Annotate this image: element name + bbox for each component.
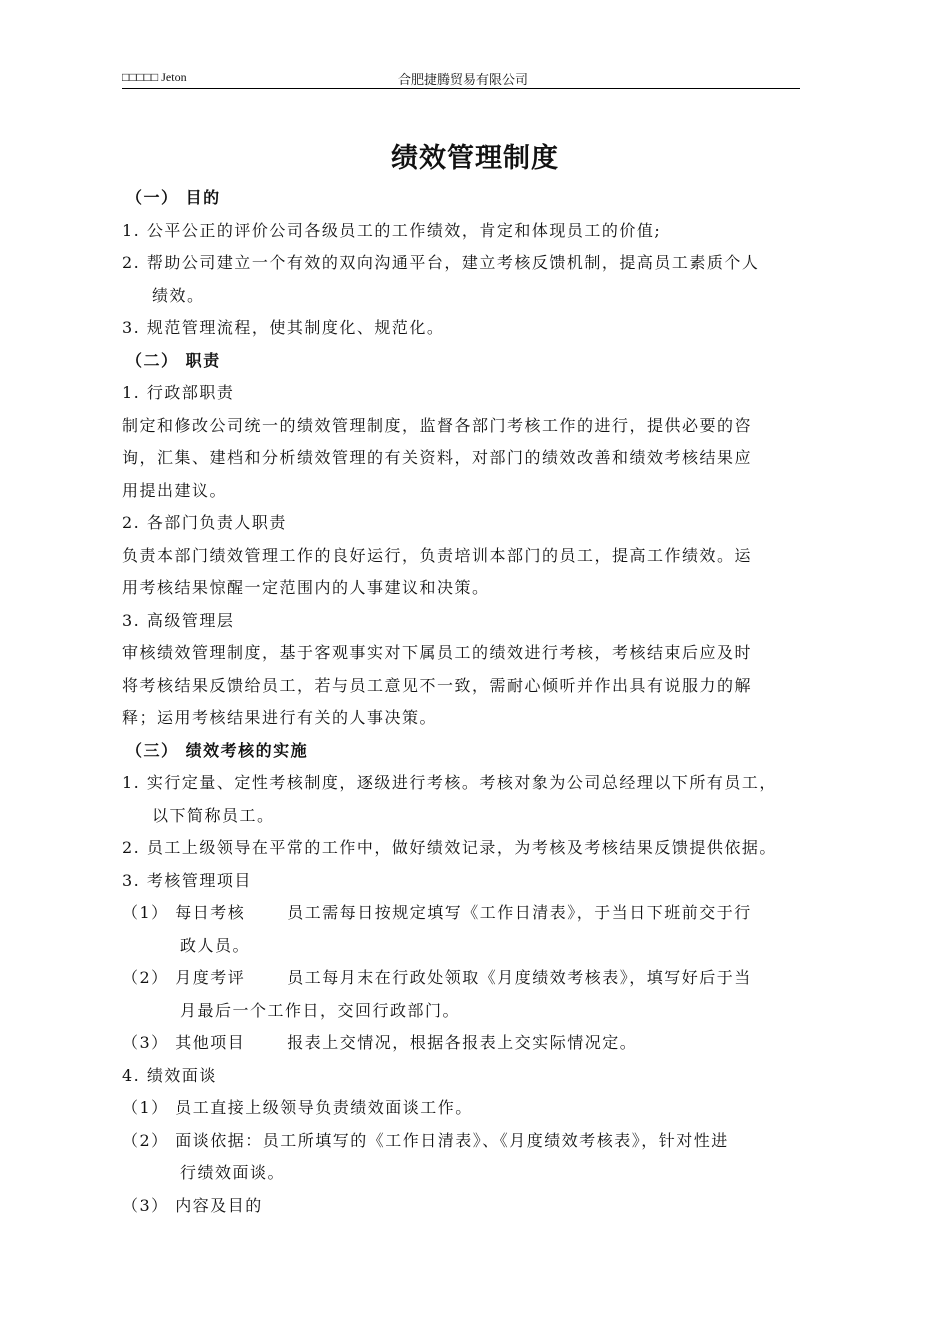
sub-item-text: 员工每月末在行政处领取《月度绩效考核表》，填写好后于当 bbox=[287, 968, 752, 987]
list-item-continuation: 绩效。 bbox=[152, 285, 205, 305]
list-item: 2. 员工上级领导在平常的工作中，做好绩效记录，为考核及考核结果反馈提供依据。 bbox=[122, 838, 777, 857]
list-item: 1. 公平公正的评价公司各级员工的工作绩效，肯定和体现员工的价值; bbox=[122, 220, 662, 240]
sub-item: （3） 内容及目的 bbox=[122, 1195, 263, 1215]
sub-item-continuation: 政人员。 bbox=[180, 935, 251, 955]
subheading: 3. 高级管理层 bbox=[122, 610, 235, 630]
paragraph-line: 用考核结果惊醒一定范围内的人事建议和决策。 bbox=[122, 578, 490, 597]
paragraph-line: 用提出建议。 bbox=[122, 480, 228, 500]
paragraph-line: 制定和修改公司统一的绩效管理制度，监督各部门考核工作的进行，提供必要的咨 bbox=[122, 415, 753, 435]
sub-item: （1） 员工直接上级领导负责绩效面谈工作。 bbox=[122, 1098, 473, 1117]
sub-item-label: （2） 月度考评 bbox=[122, 968, 246, 987]
section-heading: （三） 绩效考核的实施 bbox=[126, 740, 309, 760]
sub-item-continuation: 行绩效面谈。 bbox=[180, 1163, 286, 1182]
section-heading: （二） 职责 bbox=[126, 350, 221, 370]
paragraph-line: 询，汇集、建档和分析绩效管理的有关资料，对部门的绩效改善和绩效考核结果应 bbox=[122, 448, 753, 467]
subheading: 3. 考核管理项目 bbox=[122, 870, 252, 890]
paragraph-line: 释；运用考核结果进行有关的人事决策。 bbox=[122, 708, 438, 727]
list-item: 1. 实行定量、定性考核制度，逐级进行考核。考核对象为公司总经理以下所有员工， bbox=[122, 773, 777, 792]
subheading: 2. 各部门负责人职责 bbox=[122, 513, 287, 532]
paragraph-line: 负责本部门绩效管理工作的良好运行，负责培训本部门的员工，提高工作绩效。运 bbox=[122, 545, 753, 565]
sub-item-text: 报表上交情况，根据各报表上交实际情况定。 bbox=[287, 1033, 638, 1052]
sub-item bbox=[122, 897, 838, 930]
sub-item bbox=[122, 962, 838, 995]
sub-item-label: （3） 其他项目 bbox=[122, 1033, 246, 1052]
page-header bbox=[122, 66, 800, 89]
sub-item: （2） 面谈依据：员工所填写的《工作日清表》、《月度绩效考核表》，针对性进 bbox=[122, 1130, 729, 1150]
sub-item-label: （1） 每日考核 bbox=[122, 903, 246, 922]
header-company-name: 合肥捷腾贸易有限公司 bbox=[398, 73, 529, 88]
section-heading: （一） 目的 bbox=[126, 188, 221, 207]
subheading: 4. 绩效面谈 bbox=[122, 1065, 217, 1085]
list-item: 3. 规范管理流程，使其制度化、规范化。 bbox=[122, 318, 445, 337]
sub-item bbox=[122, 1027, 838, 1060]
sub-item-text: 员工需每日按规定填写《工作日清表》，于当日下班前交于行 bbox=[287, 903, 752, 922]
list-item: 2. 帮助公司建立一个有效的双向沟通平台，建立考核反馈机制，提高员工素质个人 bbox=[122, 253, 760, 272]
paragraph-line: 将考核结果反馈给员工，若与员工意见不一致，需耐心倾听并作出具有说服力的解 bbox=[122, 675, 753, 695]
sub-item-continuation: 月最后一个工作日，交回行政部门。 bbox=[180, 1000, 461, 1020]
header-left-text: □□□□□ Jeton bbox=[122, 70, 187, 84]
paragraph-line: 审核绩效管理制度，基于客观事实对下属员工的绩效进行考核，考核结束后应及时 bbox=[122, 643, 753, 662]
document-body bbox=[122, 182, 838, 1222]
subheading: 1. 行政部职责 bbox=[122, 383, 235, 402]
list-item-continuation: 以下简称员工。 bbox=[152, 805, 275, 825]
document-title: 绩效管理制度 bbox=[391, 143, 559, 174]
